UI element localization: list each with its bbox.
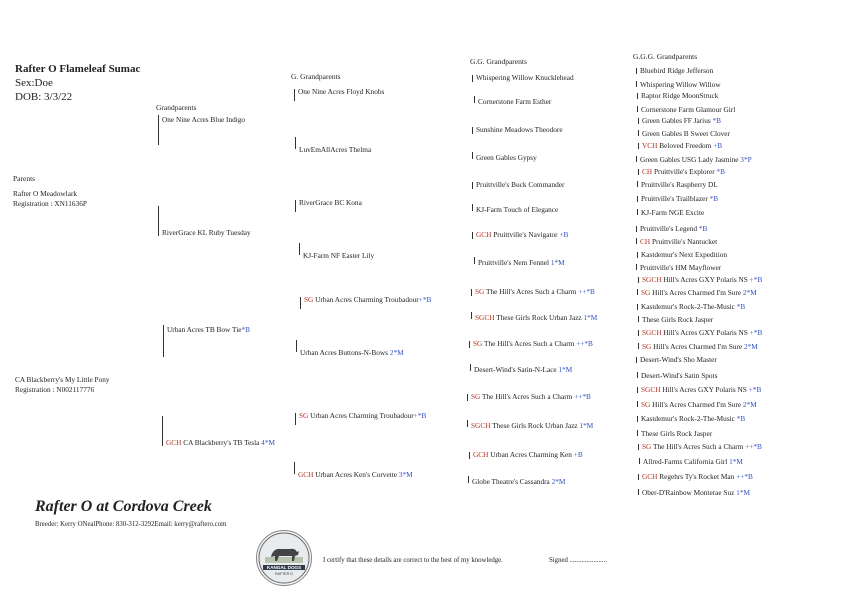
g-grandparent-entry	[303, 251, 374, 260]
pedigree-connector	[637, 387, 638, 393]
title-prefix: SGCH	[475, 313, 495, 322]
ggg-grandparent-entry	[641, 414, 745, 423]
pedigree-connector	[295, 200, 296, 212]
animal-name: Hill's Acres GXY Polaris NS	[661, 328, 748, 337]
title-prefix: SG	[475, 287, 485, 296]
animal-name: Pruittville's HM Mayflower	[640, 263, 722, 272]
title-prefix: SG	[299, 411, 309, 420]
title-prefix: GCH	[642, 472, 658, 481]
animal-name: RiverGrace BC Kona	[299, 198, 362, 207]
animal-name: The Hill's Acres Such a Charm	[480, 392, 573, 401]
animal-name: Green Gables USG Lady Jasmine	[640, 155, 739, 164]
award-suffix: 2*M	[387, 348, 404, 357]
gg-grandparent-entry	[478, 258, 565, 267]
pedigree-connector	[162, 416, 163, 446]
award-suffix: 1*M	[549, 258, 565, 267]
animal-name: These Girls Rock Jasper	[641, 429, 713, 438]
pedigree-connector	[636, 264, 637, 270]
animal-name: Ober-D'Rainbow Monterae Suz	[642, 488, 735, 497]
animal-name: Globe Theatre's Cassandra	[472, 477, 550, 486]
animal-name: Pruittville's Buck Commander	[476, 180, 565, 189]
animal-name: The Hill's Acres Such a Charm	[482, 339, 575, 348]
animal-name: Green Gables B Sweet Clover	[642, 129, 730, 138]
animal-name: Pruittville's Nantucket	[650, 237, 718, 246]
animal-name: One Nine Acres Floyd Knobs	[298, 87, 385, 96]
pedigree-connector	[638, 118, 639, 124]
pedigree-connector	[299, 243, 300, 255]
award-suffix: 2*M	[741, 288, 757, 297]
animal-name: Cornerstone Farm Esther	[478, 97, 552, 106]
animal-name: Kastdemur's Rock-2-The-Music	[641, 414, 735, 423]
grandparent-entry	[162, 228, 251, 237]
pedigree-connector	[638, 316, 639, 322]
ggg-grandparent-entry	[641, 91, 718, 100]
ggg-grandparent-entry	[642, 116, 721, 125]
award-suffix: *B	[734, 302, 746, 311]
animal-name: Whispering Willow Knucklehead	[476, 73, 574, 82]
gg-grandparent-entry	[472, 477, 565, 486]
pedigree-connector	[638, 489, 639, 495]
pedigree-connector	[472, 75, 473, 82]
title-prefix: SGCH	[642, 275, 662, 284]
grandparent-entry	[166, 438, 275, 447]
ggg-grandparent-entry	[641, 288, 757, 297]
ggg-grandparent-entry	[642, 472, 753, 481]
g-grandparent-entry	[300, 348, 404, 357]
ggg-grandparent-entry	[640, 224, 707, 233]
pedigree-connector	[638, 343, 639, 349]
ggg-grandparent-entry	[640, 66, 713, 75]
award-suffix: ++*B	[743, 442, 762, 451]
title-prefix: SG	[641, 400, 651, 409]
award-suffix: 1*M	[727, 457, 743, 466]
pedigree-connector	[636, 226, 637, 232]
animal-name: Desert-Wind's Satin-N-Lace	[474, 365, 557, 374]
award-suffix: 3*M	[397, 470, 413, 479]
header-parents: Parents	[13, 174, 36, 183]
pedigree-connector	[472, 152, 473, 159]
award-suffix: *B	[734, 414, 746, 423]
pedigree-connector	[472, 204, 473, 211]
award-suffix: 2*M	[742, 342, 758, 351]
animal-name: Hill's Acres Charmed I'm Sure	[650, 288, 742, 297]
pedigree-connector	[471, 289, 472, 296]
pedigree-connector	[295, 413, 296, 425]
animal-name: Pruittville's Nem Fennel	[478, 258, 550, 267]
award-suffix: 4*M	[259, 438, 275, 447]
gg-grandparent-entry	[478, 97, 551, 106]
ggg-grandparent-entry	[641, 105, 735, 114]
award-suffix: +*B	[413, 411, 427, 420]
ggg-grandparent-entry	[641, 250, 727, 259]
ggg-grandparent-entry	[640, 355, 717, 364]
title-prefix: SG	[473, 339, 483, 348]
pedigree-connector	[469, 341, 470, 348]
pedigree-connector	[472, 182, 473, 189]
animal-name: Whispering Willow Willow	[640, 80, 721, 89]
breeder-info: Breeder: Kerry ONealPhone: 830-312-3292Email: kerry@raftero.com	[35, 521, 227, 528]
award-suffix: +*B	[747, 328, 763, 337]
title-prefix: GCH	[473, 450, 489, 459]
animal-name: These Girls Rock Urban Jazz	[494, 313, 582, 322]
gg-grandparent-entry	[473, 450, 583, 459]
kangal-dog-logo-image	[257, 531, 311, 585]
pedigree-connector	[637, 304, 638, 310]
award-suffix: +*B	[746, 385, 762, 394]
pedigree-connector	[637, 209, 638, 215]
animal-name: Pruittville's Explorer	[652, 167, 715, 176]
animal-name: Urban Acres Charming Troubadour	[313, 295, 419, 304]
dog-name: Rafter O Flameleaf Sumac	[15, 63, 141, 75]
award-suffix: *B	[714, 167, 726, 176]
animal-name: Urban Acres Buttons-N-Bows	[300, 348, 388, 357]
grandparent-entry	[167, 325, 250, 334]
pedigree-connector	[469, 452, 470, 459]
pedigree-connector	[474, 96, 475, 103]
ggg-grandparent-entry	[642, 342, 758, 351]
animal-name: Green Gables FF Jarius	[642, 116, 711, 125]
dam-name: CA Blackberry's My Little Pony	[15, 375, 110, 384]
gg-grandparent-entry	[471, 392, 591, 401]
animal-name: KJ-Farm Touch of Elegance	[476, 205, 559, 214]
award-suffix: *B	[241, 325, 250, 334]
pedigree-connector	[158, 115, 159, 145]
animal-name: Pruittville's Legend	[640, 224, 698, 233]
pedigree-connector	[636, 156, 637, 162]
animal-name: Desert-Wind's Sho Master	[640, 355, 717, 364]
dam-registration: Registration : N002117776	[15, 385, 95, 394]
pedigree-connector	[637, 372, 638, 378]
pedigree-connector	[638, 330, 639, 336]
ggg-grandparent-entry	[642, 129, 730, 138]
g-grandparent-entry	[299, 198, 362, 207]
animal-name: Desert-Wind's Satin Spots	[641, 371, 718, 380]
title-prefix: SG	[471, 392, 481, 401]
animal-name: Bluebird Ridge Jefferson	[640, 66, 714, 75]
sire-name: Rafter O Meadowlark	[13, 189, 78, 198]
title-prefix: SG	[304, 295, 314, 304]
animal-name: Kastdemur's Next Expedition	[641, 250, 728, 259]
award-suffix: +*B	[747, 275, 763, 284]
animal-name: The Hill's Acres Such a Charm	[651, 442, 744, 451]
award-suffix: 3*P	[738, 155, 752, 164]
pedigree-connector	[638, 474, 639, 480]
ggg-grandparent-entry	[641, 371, 717, 380]
ggg-grandparent-entry	[641, 208, 704, 217]
header-ggg-grandparents: G.G.G. Grandparents	[633, 52, 698, 61]
gg-grandparent-entry	[476, 73, 574, 82]
title-prefix: SGCH	[471, 421, 491, 430]
pedigree-connector	[636, 238, 637, 244]
header-gg-grandparents: G.G. Grandparents	[470, 57, 527, 66]
award-suffix: *B	[707, 194, 719, 203]
award-suffix: 1*M	[581, 313, 598, 322]
ggg-grandparent-entry	[640, 237, 717, 246]
pedigree-connector	[637, 289, 638, 295]
sire-registration: Registration : XN11636P	[13, 199, 87, 208]
animal-name: Sunshine Meadows Theodore	[476, 125, 563, 134]
pedigree-connector	[163, 325, 164, 357]
animal-name: The Hill's Acres Such a Charm	[484, 287, 577, 296]
ggg-grandparent-entry	[642, 442, 762, 451]
header-g-grandparents: G. Grandparents	[291, 72, 341, 81]
animal-name: Hill's Acres GXY Polaris NS	[661, 275, 748, 284]
pedigree-connector	[636, 68, 637, 74]
g-grandparent-entry	[298, 87, 384, 96]
logo-subtext: RAFTER O	[275, 572, 293, 576]
pedigree-connector	[467, 420, 468, 427]
ggg-grandparent-entry	[642, 328, 762, 337]
pedigree-connector	[638, 444, 639, 450]
title-prefix: GCH	[166, 438, 182, 447]
ggg-grandparent-entry	[640, 155, 752, 164]
pedigree-connector	[637, 430, 638, 436]
pedigree-connector	[636, 81, 637, 87]
animal-name: Allred-Farms California Girl	[643, 457, 728, 466]
pedigree-connector	[470, 364, 471, 371]
animal-name: Cornerstone Farm Glamour Girl	[641, 105, 736, 114]
title-prefix: SG	[642, 342, 652, 351]
ggg-grandparent-entry	[641, 180, 718, 189]
pedigree-connector	[474, 257, 475, 264]
award-suffix: ++*B	[576, 287, 595, 296]
gg-grandparent-entry	[476, 230, 568, 239]
pedigree-connector	[471, 312, 472, 319]
pedigree-connector	[637, 93, 638, 99]
g-grandparent-entry	[304, 295, 431, 304]
award-suffix: ++*B	[734, 472, 753, 481]
animal-name: Regehrs Ty's Rocket Man	[657, 472, 735, 481]
pedigree-connector	[472, 232, 473, 239]
award-suffix: 2*M	[549, 477, 566, 486]
animal-name: These Girls Rock Jasper	[642, 315, 714, 324]
animal-name: Kastdemur's Rock-2-The-Music	[641, 302, 735, 311]
animal-name: Hill's Acres GXY Polaris NS	[660, 385, 747, 394]
animal-name: Pruittville's Navigator	[491, 230, 558, 239]
title-prefix: CH	[640, 237, 651, 246]
header-grandparents: Grandparents	[156, 103, 197, 112]
gg-grandparent-entry	[476, 205, 558, 214]
animal-name: Pruittville's Raspberry DL	[641, 180, 718, 189]
animal-name: Beloved Freedom	[657, 141, 712, 150]
animal-name: These Girls Rock Urban Jazz	[490, 421, 578, 430]
title-prefix: SG	[641, 288, 651, 297]
ggg-grandparent-entry	[642, 315, 713, 324]
pedigree-connector	[295, 137, 296, 149]
ggg-grandparent-entry	[641, 400, 757, 409]
gg-grandparent-entry	[474, 365, 572, 374]
pedigree-connector	[638, 169, 639, 175]
animal-name: Urban Acres Charming Ken	[488, 450, 572, 459]
gg-grandparent-entry	[476, 180, 564, 189]
animal-name: Urban Acres Ken's Corvette	[313, 470, 397, 479]
g-grandparent-entry	[298, 470, 413, 479]
title-prefix: SGCH	[642, 328, 662, 337]
ggg-grandparent-entry	[641, 194, 718, 203]
pedigree-connector	[294, 89, 295, 101]
pedigree-connector	[637, 401, 638, 407]
ggg-grandparent-entry	[643, 457, 743, 466]
certify-text: I certify that these details are correct to the best of my knowledge.	[323, 557, 503, 564]
title-prefix: SGCH	[641, 385, 661, 394]
animal-name: Hill's Acres Charmed I'm Sure	[650, 400, 742, 409]
award-suffix: +B	[571, 450, 583, 459]
kennel-name: Rafter O at Cordova Creek	[35, 498, 212, 515]
animal-name: RiverGrace KL Ruby Tuesday	[162, 228, 251, 237]
award-suffix: *B	[710, 116, 722, 125]
pedigree-connector	[296, 340, 297, 352]
ggg-grandparent-entry	[641, 429, 712, 438]
animal-name: Green Gables Gypsy	[476, 153, 537, 162]
animal-name: KJ-Farm NGE Excite	[641, 208, 705, 217]
pedigree-connector	[639, 458, 640, 464]
award-suffix: ++*B	[574, 339, 593, 348]
gg-grandparent-entry	[473, 339, 593, 348]
animal-name: Raptor Ridge MoonStruck	[641, 91, 719, 100]
award-suffix: +B	[711, 141, 723, 150]
title-prefix: GCH	[298, 470, 314, 479]
ggg-grandparent-entry	[642, 488, 750, 497]
award-suffix: 1*M	[556, 365, 573, 374]
animal-name: Urban Acres Charming Troubadour	[308, 411, 414, 420]
title-prefix: CH	[642, 167, 653, 176]
ggg-grandparent-entry	[641, 385, 761, 394]
pedigree-connector	[637, 196, 638, 202]
animal-name: LuvEmAllAcres Thelma	[299, 145, 372, 154]
pedigree-connector	[472, 127, 473, 134]
ggg-grandparent-entry	[640, 263, 721, 272]
pedigree-connector	[637, 181, 638, 187]
pedigree-connector	[636, 357, 637, 363]
animal-name: Pruittville's Trailblazer	[641, 194, 708, 203]
ggg-grandparent-entry	[640, 80, 721, 89]
award-suffix: 1*M	[577, 421, 594, 430]
dog-sex: Sex:Doe	[15, 77, 53, 89]
pedigree-connector	[638, 130, 639, 136]
award-suffix: ++*B	[572, 392, 591, 401]
signed-line: Signed ......................	[549, 557, 607, 564]
ggg-grandparent-entry	[641, 302, 745, 311]
animal-name: One Nine Acres Blue Indigo	[162, 115, 246, 124]
ggg-grandparent-entry	[642, 167, 725, 176]
pedigree-connector	[638, 277, 639, 283]
g-grandparent-entry	[299, 145, 371, 154]
kennel-logo	[256, 530, 312, 586]
pedigree-connector	[300, 297, 301, 309]
animal-name: Urban Acres TB Bow Tie	[167, 325, 242, 334]
pedigree-connector	[467, 394, 468, 401]
title-prefix: GCH	[476, 230, 492, 239]
pedigree-connector	[637, 252, 638, 258]
pedigree-connector	[638, 143, 639, 149]
award-suffix: 1*M	[734, 488, 750, 497]
title-prefix: VCH	[642, 141, 658, 150]
animal-name: KJ-Farm NF Easter Lily	[303, 251, 375, 260]
gg-grandparent-entry	[471, 421, 593, 430]
dog-dob: DOB: 3/3/22	[15, 91, 73, 103]
g-grandparent-entry	[299, 411, 426, 420]
gg-grandparent-entry	[476, 153, 537, 162]
pedigree-connector	[294, 462, 295, 474]
grandparent-entry	[162, 115, 245, 124]
award-suffix: +B	[557, 230, 569, 239]
pedigree-connector	[468, 476, 469, 483]
gg-grandparent-entry	[475, 287, 595, 296]
pedigree-connector	[158, 206, 159, 236]
gg-grandparent-entry	[475, 313, 597, 322]
ggg-grandparent-entry	[642, 275, 762, 284]
animal-name: Hill's Acres Charmed I'm Sure	[651, 342, 743, 351]
award-suffix: *B	[697, 224, 708, 233]
ggg-grandparent-entry	[642, 141, 722, 150]
award-suffix: 2*M	[741, 400, 757, 409]
logo-text: KANGAL DOGS	[266, 565, 302, 570]
pedigree-connector	[637, 416, 638, 422]
animal-name: CA Blackberry's TB Tesla	[181, 438, 260, 447]
award-suffix: +*B	[418, 295, 432, 304]
gg-grandparent-entry	[476, 125, 563, 134]
title-prefix: SG	[642, 442, 652, 451]
pedigree-connector	[637, 106, 638, 112]
